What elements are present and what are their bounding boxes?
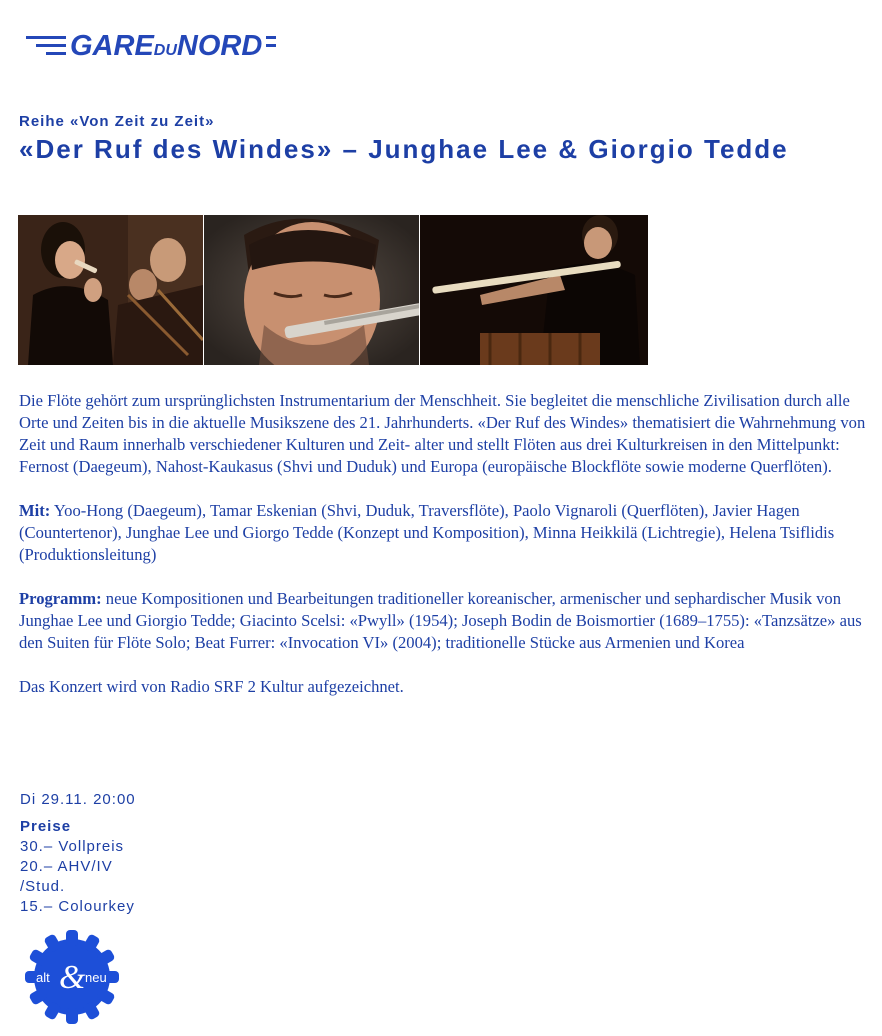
badge-text-amp: & xyxy=(59,959,86,996)
logo-wordmark xyxy=(66,29,266,68)
description-performers xyxy=(19,500,869,566)
event-meta xyxy=(20,790,136,917)
price-item: 20.– AHV/IV xyxy=(20,858,113,875)
photo-flutist-orchestra xyxy=(18,215,203,365)
badge-text-neu: neu xyxy=(85,970,107,985)
prices-heading: Preise xyxy=(20,818,72,835)
performers-label: Mit: xyxy=(19,501,51,520)
program-text: neue Kompositionen und Bearbeitungen traditioneller koreanischer, armenischer und sephardischer Musik von Junghae Lee und Giorgio Tedde; Giacinto Scelsi: «Pwyll» (1954); Joseph Bodin de Boismortier (1689–1755): «Tanzsätze» aus den Suiten für Flöte Solo; Beat Furrer: «Invocation VI» (2004); traditionelle Stücke aus Armenien und Korea xyxy=(19,589,862,652)
performers-text: Yoo-Hong (Daegeum), Tamar Eskenian (Shvi, Duduk, Traversflöte), Paolo Vignaroli (Querflöten), Javier Hagen (Countertenor), Junghae Lee und Giorgo Tedde (Konzept und Komposition), Minna Heikkilä (Lichtregie), Helena Tsiflidis (Produktionsleitung) xyxy=(19,501,835,564)
badge-text-alt: alt xyxy=(36,970,50,985)
price-item: /Stud. xyxy=(20,878,66,895)
logo-word-du: DU xyxy=(153,42,177,59)
gare-du-nord-logo[interactable] xyxy=(22,28,282,66)
photo-flutist-stage xyxy=(420,215,648,365)
logo-word-gare: GARE xyxy=(70,30,154,62)
photo-strip xyxy=(18,215,648,365)
price-item: 15.– Colourkey xyxy=(20,898,135,915)
logo-word-nord: NORD xyxy=(176,30,263,62)
description-intro: Die Flöte gehört zum ursprünglichsten Instrumentarium der Menschheit. Sie begleitet die menschliche Zivilisation durch alle Orte und Zeiten bis in die aktuelle Musikszene des 21. Jahrhunderts. «Der Ruf des Windes» thematisiert die Wahrnehmung von Zeit und Raum innerhalb verschiedener Kulturen und Zeit- alter und stellt Flöten aus drei Kulturkreisen in den Mittelpunkt: Fernost (Daegeum), Nahost-Kaukasus (Shvi und Duduk) und Europa (europäische Blockflöte sowie moderne Querflöten). xyxy=(19,391,866,476)
event-date: Di 29.11. 20:00 xyxy=(20,791,136,808)
event-title: «Der Ruf des Windes» – Junghae Lee & Giorgio Tedde xyxy=(19,134,789,164)
description-program xyxy=(19,588,869,654)
program-label: Programm: xyxy=(19,589,102,608)
price-item: 30.– Vollpreis xyxy=(20,838,125,855)
photo-flutist-closeup xyxy=(204,215,419,365)
event-description xyxy=(19,390,869,720)
event-series: Reihe «Von Zeit zu Zeit» xyxy=(19,113,215,130)
description-recording-note: Das Konzert wird von Radio SRF 2 Kultur aufgezeichnet. xyxy=(19,677,404,696)
gear-badge-icon xyxy=(25,930,119,1024)
alt-und-neu-badge[interactable] xyxy=(25,930,119,1024)
